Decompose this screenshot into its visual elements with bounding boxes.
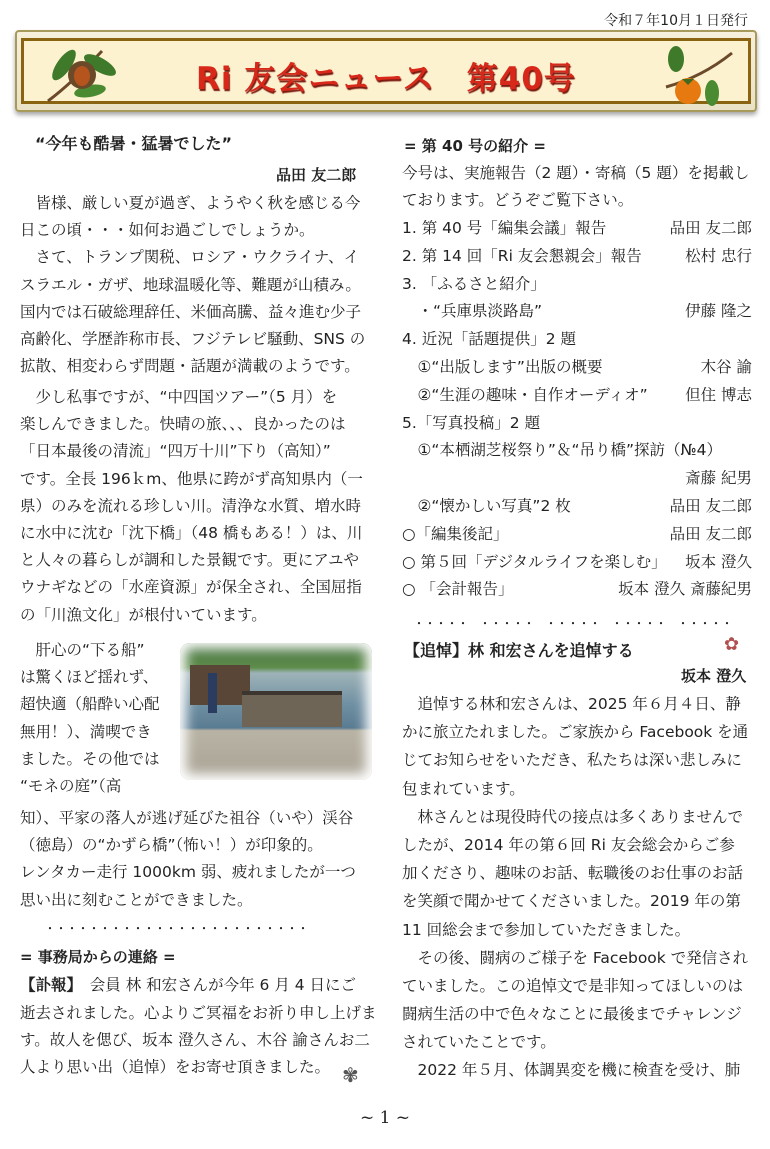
memorial-title: 【追悼】林 和宏さんを追悼する bbox=[404, 641, 634, 660]
contents-item-title: 5.「写真投稿」2 題 bbox=[402, 413, 541, 432]
text-line: 包まれています。 bbox=[402, 779, 525, 798]
contents-intro bbox=[402, 160, 752, 214]
text-line: レンタカー走行 1000km 弱、疲れましたが一つ bbox=[20, 863, 356, 882]
text-line: その後、闘病のご様子を Facebook で発信され bbox=[402, 948, 749, 967]
text-line: 闘病生活の中で色々なことに最後までチャレンジ bbox=[402, 1005, 742, 1024]
contents-item-author: 品田 友二郎 bbox=[669, 524, 752, 543]
article-paragraph bbox=[20, 805, 372, 914]
article-paragraph bbox=[20, 637, 178, 800]
banner-title: Ri 友会ニュース 第40号 bbox=[196, 61, 576, 97]
text-line: 肝心の“下る船” bbox=[20, 641, 145, 659]
text-line: 「日本最後の清流」“四万十川”下り（高知）” bbox=[20, 442, 331, 461]
memorial-paragraph bbox=[402, 690, 752, 1085]
contents-item-title: ○「編集後記」 bbox=[402, 524, 509, 543]
memorial-author: 坂本 澄久 bbox=[681, 667, 747, 685]
persimmon-icon bbox=[662, 41, 734, 107]
contents-item-title: 1. 第 40 号「編集会議」報告 bbox=[402, 219, 607, 237]
contents-item-title: 3. 「ふるさと紹介」 bbox=[402, 274, 546, 293]
article-author: 品田 友二郎 bbox=[276, 166, 357, 184]
text-line: ました。その他では bbox=[20, 749, 160, 768]
text-line: 逝去されました。心よりご冥福をお祈り申し上げま bbox=[20, 1004, 377, 1022]
contents-item bbox=[402, 354, 752, 382]
text-line: 拡散、相変わらず問題・話題が満載のようです。 bbox=[20, 357, 360, 376]
contents-item-title: ①“出版します”出版の概要 bbox=[402, 357, 603, 376]
contents-item-author: 但住 博志 bbox=[685, 385, 752, 404]
text-line: の「川漁文化」が根付いています。 bbox=[20, 605, 267, 624]
text-line: 楽しんできました。快晴の旅、、、良かったのは bbox=[20, 415, 346, 434]
text-line: 加くださり、趣味のお話、転職後のお仕事のお話 bbox=[402, 864, 744, 883]
contents-item bbox=[402, 215, 752, 243]
text-line: 超快適（船酔い心配 bbox=[20, 695, 160, 714]
river-boat-photo bbox=[180, 643, 372, 780]
contents-item bbox=[402, 549, 752, 577]
contents-item-title: ②“懐かしい写真”2 枚 bbox=[402, 496, 571, 515]
separator-dots: ・・・・・ ・・・・・ ・・・・・ ・・・・・ ・・・・・ bbox=[414, 619, 733, 630]
text-line: 皆様、厳しい夏が過ぎ、ようやく秋を感じる今 bbox=[20, 194, 361, 212]
obituary-line bbox=[20, 972, 372, 999]
contents-item bbox=[402, 382, 752, 410]
office-paragraph bbox=[20, 1000, 377, 1082]
contents-item-author: 斎藤 紀男 bbox=[685, 469, 752, 488]
contents-item bbox=[402, 326, 752, 354]
text-line: 無用！）、満喫でき bbox=[20, 722, 152, 741]
text-line: 県）のみを流れる珍しい川。清浄な水質、増水時 bbox=[20, 496, 362, 515]
text-line: 日この頃・・・如何お過ごしでしょうか。 bbox=[20, 221, 315, 240]
text-line: “モネの庭”（高 bbox=[20, 776, 122, 795]
text-line: と人々の暮らしが調和した景観です。更にアユや bbox=[20, 551, 359, 570]
contents-item-title: 2. 第 14 回「Ri 友会懇親会」報告 bbox=[402, 246, 642, 265]
text-line: 今号は、実施報告（2 題）・寄稿（5 題）を掲載し bbox=[402, 164, 750, 182]
text-line: スラエル・ガザ、地球温暖化等、難題が山積み。 bbox=[20, 275, 361, 294]
text-line: 思い出に刻むことができました。 bbox=[20, 890, 253, 909]
contents-item bbox=[402, 521, 752, 549]
contents-item-author: 品田 友二郎 bbox=[669, 219, 752, 237]
contents-item-title: ・“兵庫県淡路島” bbox=[402, 302, 543, 321]
text-line: 知）、平家の落人が逃げ延びた祖谷（いや）渓谷 bbox=[20, 809, 354, 827]
contents-item bbox=[402, 576, 752, 604]
text-line: 追悼する林和宏さんは、2025 年６月４日、静 bbox=[402, 695, 741, 713]
text-line: は驚くほど揺れず、 bbox=[20, 668, 159, 687]
contents-item-title: 4. 近況「話題提供」2 題 bbox=[402, 330, 577, 349]
contents-item-author: 木谷 諭 bbox=[700, 357, 752, 376]
text-line: さて、トランプ関税、ロシア・ウクライナ、イ bbox=[20, 248, 360, 267]
article-paragraph bbox=[20, 384, 372, 629]
text-line: 高齢化、学歴詐称市長、フジテレビ騒動、SNS の bbox=[20, 329, 366, 348]
text-line: 少し私事ですが、“中四国ツアー”（5 月）を bbox=[20, 388, 338, 406]
contents-item bbox=[402, 410, 752, 438]
text-line: です。全長 196ｋm、他県に跨がず高知県内（一 bbox=[20, 469, 363, 488]
contents-title: = 第 40 号の紹介 = bbox=[404, 137, 546, 155]
office-section-title: = 事務局からの連絡 = bbox=[20, 948, 176, 966]
text-line: に水中に沈む「沈下橋」（48 橋もある！）は、川 bbox=[20, 523, 363, 542]
obituary-label: 【訃報】 bbox=[20, 976, 75, 994]
article-paragraph bbox=[20, 190, 372, 380]
text-line: かに旅立たれました。ご家族から Facebook を通 bbox=[402, 723, 749, 742]
text-line: 11 回総会まで参加していただきました。 bbox=[402, 920, 691, 939]
contents-item bbox=[402, 243, 752, 271]
separator-dots: ・・・・・・・・・・・・・・・・・・・・・・・・ bbox=[45, 924, 309, 935]
text-line: （徳島）の“かずら橋”（怖い！）が印象的。 bbox=[20, 836, 323, 855]
text-line: されていたことです。 bbox=[402, 1033, 556, 1052]
contents-item bbox=[402, 298, 752, 326]
contents-item-title: ①“本栖湖芝桜祭り”＆“吊り橋”探訪（№4） bbox=[402, 441, 722, 460]
contents-item-title: ○ 第５回「デジタルライフを楽しむ」 bbox=[402, 552, 667, 571]
contents-item-author: 松村 忠行 bbox=[685, 246, 752, 265]
text-line: を笑顔で聞かせてくださいました。2019 年の第 bbox=[402, 892, 741, 911]
obituary-text: 会員 林 和宏さんが今年 6 月 4 日にご bbox=[74, 976, 357, 994]
contents-item bbox=[402, 493, 752, 521]
text-line: じてお知らせをいただき、私たちは深い悲しみに bbox=[402, 751, 742, 770]
text-line: ていました。この追悼文で是非知ってほしいのは bbox=[402, 976, 744, 995]
text-line: 国内では石破総理辞任、米価高騰、益々進む少子 bbox=[20, 302, 362, 321]
contents-item-author: 坂本 澄久 斎藤紀男 bbox=[618, 580, 752, 599]
contents-item-title: ○ 「会計報告」 bbox=[402, 580, 514, 599]
text-line: 人より思い出（追悼）をお寄せ頂きました。 bbox=[20, 1058, 331, 1077]
rose-icon: ✿ bbox=[724, 634, 740, 655]
contents-item-author: 品田 友二郎 bbox=[669, 496, 752, 515]
boat bbox=[242, 691, 342, 727]
contents-item bbox=[402, 271, 752, 299]
boat-house bbox=[190, 665, 250, 705]
contents-item-author: 伊藤 隆之 bbox=[685, 302, 752, 321]
contents-item bbox=[402, 465, 752, 493]
newsletter-banner bbox=[15, 30, 757, 112]
flower-icon: ✾ bbox=[342, 1063, 359, 1087]
contents-item-title: ②“生涯の趣味・自作オーディオ” bbox=[402, 385, 648, 404]
contents-list bbox=[402, 215, 752, 604]
text-line: ウナギなどの「水産資源」が保全され、全国屈指 bbox=[20, 578, 362, 597]
issue-date: 令和７年10月１日発行 bbox=[604, 13, 748, 29]
text-line: 2022 年５月、体調異変を機に検査を受け、肺 bbox=[402, 1061, 741, 1080]
contents-item-author: 坂本 澄久 bbox=[685, 552, 752, 571]
text-line: ております。どうぞご覧下さい。 bbox=[402, 191, 634, 210]
person bbox=[208, 673, 217, 713]
article-title: “今年も酷暑・猛暑でした” bbox=[35, 134, 233, 153]
contents-item bbox=[402, 437, 752, 465]
text-line: したが、2014 年の第６回 Ri 友会総会からご参 bbox=[402, 835, 735, 854]
banner-inner bbox=[21, 38, 751, 104]
text-line: 林さんとは現役時代の接点は多くありませんで bbox=[402, 807, 744, 826]
page-number: ~ 1 ~ bbox=[359, 1108, 411, 1128]
text-line: す。故人を偲び、坂本 澄久さん、木谷 諭さんお二 bbox=[20, 1031, 370, 1050]
